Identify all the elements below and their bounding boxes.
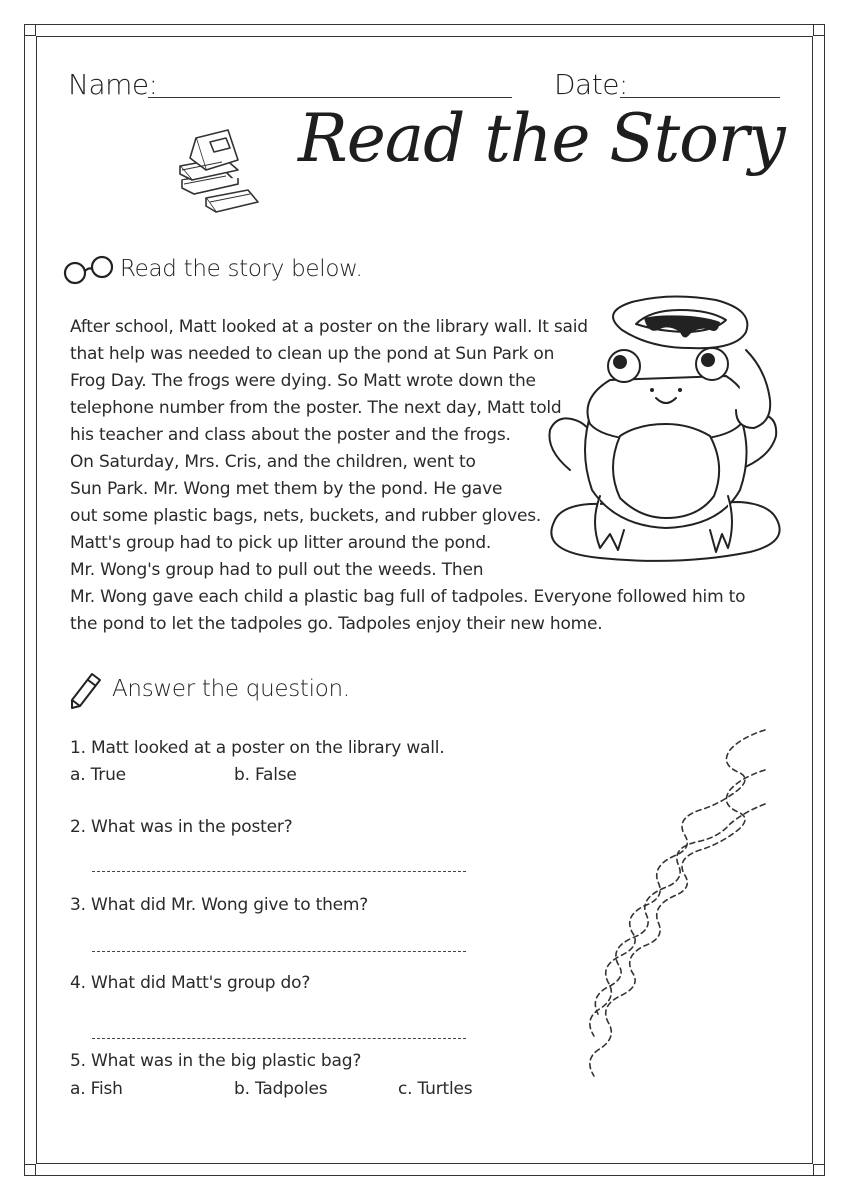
page-title: Read the Story (298, 100, 785, 177)
story-line: Mr. Wong's group had to pull out the weeds. Then (70, 560, 484, 580)
story-line: On Saturday, Mrs. Cris, and the children, went to (70, 452, 476, 472)
q1-option-a[interactable]: a. True (70, 765, 126, 785)
frog-illustration (540, 290, 790, 570)
name-field[interactable] (148, 97, 512, 98)
answer-line-q2[interactable] (92, 871, 466, 872)
border-corner (24, 24, 36, 36)
q5-option-c[interactable]: c. Turtles (398, 1079, 473, 1099)
glasses-icon (62, 254, 116, 286)
story-line: After school, Matt looked at a poster on the library wall. It said (70, 317, 588, 337)
answer-line-q4[interactable] (92, 1038, 466, 1039)
q5-option-b[interactable]: b. Tadpoles (234, 1079, 328, 1099)
q1-option-b[interactable]: b. False (234, 765, 297, 785)
border-corner (813, 24, 825, 36)
books-icon (176, 128, 266, 218)
dashed-wave-decoration (580, 720, 780, 1090)
pencil-icon (68, 670, 104, 710)
story-line: the pond to let the tadpoles go. Tadpoles enjoy their new home. (70, 614, 603, 634)
border-corner (24, 1164, 36, 1176)
story-line: that help was needed to clean up the pond at Sun Park on (70, 344, 555, 364)
q5-option-a[interactable]: a. Fish (70, 1079, 123, 1099)
question-2: 2. What was in the poster? (70, 817, 293, 837)
question-5: 5. What was in the big plastic bag? (70, 1051, 362, 1071)
story-line: telephone number from the poster. The next day, Matt told (70, 398, 562, 418)
border-corner (813, 1164, 825, 1176)
question-4: 4. What did Matt's group do? (70, 973, 311, 993)
name-label: Name: (68, 68, 158, 101)
story-line: out some plastic bags, nets, buckets, and rubber gloves. (70, 506, 542, 526)
date-field[interactable] (620, 97, 780, 98)
answer-line-q3[interactable] (92, 951, 466, 952)
story-line: his teacher and class about the poster and the frogs. (70, 425, 511, 445)
date-label: Date: (554, 68, 628, 101)
questions-heading: Answer the question. (112, 676, 350, 702)
question-3: 3. What did Mr. Wong give to them? (70, 895, 369, 915)
story-line: Frog Day. The frogs were dying. So Matt wrote down the (70, 371, 536, 391)
story-line: Sun Park. Mr. Wong met them by the pond. He gave (70, 479, 503, 499)
story-line: Mr. Wong gave each child a plastic bag full of tadpoles. Everyone followed him to (70, 587, 746, 607)
story-line: Matt's group had to pick up litter around the pond. (70, 533, 492, 553)
question-1: 1. Matt looked at a poster on the library wall. (70, 738, 445, 758)
story-heading: Read the story below. (120, 256, 363, 282)
